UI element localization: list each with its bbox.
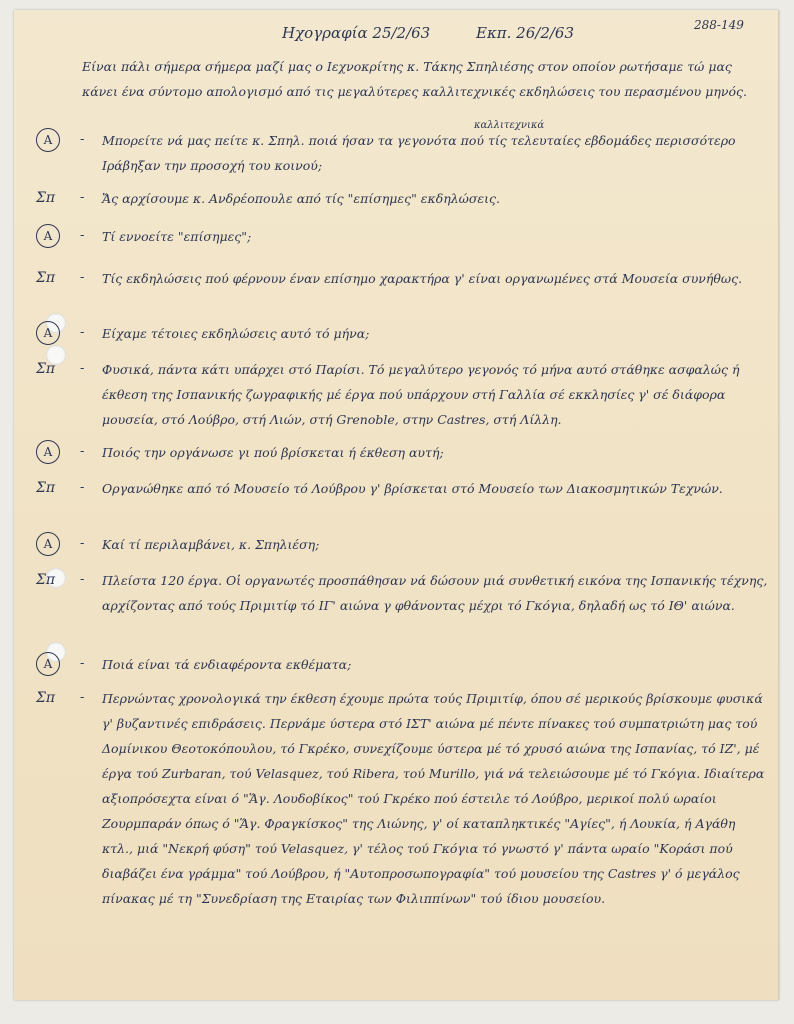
dialogue-entry: A - Τί εννοείτε "επίσημες"; xyxy=(36,224,776,249)
document-sheet xyxy=(14,10,779,1000)
speaker-label: Σπ xyxy=(36,361,56,377)
document-number: 288-149 xyxy=(694,18,744,32)
dialogue-text: Ποιός την οργάνωσε γι πού βρίσκεται ή έκθεση αυτή; xyxy=(102,445,444,460)
dialogue-entry: Σπ - Πλείστα 120 έργα. Οἱ οργανωτές προσπάθησαν νά δώσουν μιά συνθετική εικόνα της Ισπανικής τέχνης, αρχίζοντας από τούς Πριμιτίφ τό ΙΓ' αιώνα γ φθάνοντας μέχρι τό Γκόγια, δηλαδή ως τό ΙΘ' αιώνα. xyxy=(36,568,776,618)
dialogue-entry: A - Μπορείτε νά μας πείτε κ. Σπηλ. ποιά ήσαν τα γεγονότα πού τίς τελευταίες εβδομάδες περισσότερο Ιράβηξαν την προσοχή του κοινού; xyxy=(36,128,776,178)
header-recording-date: Ηχογραφία 25/2/63 xyxy=(282,24,431,42)
speaker-label: A xyxy=(36,224,80,248)
speaker-label: A xyxy=(36,128,80,152)
speaker-label: Σπ xyxy=(36,572,56,588)
speaker-label: Σπ xyxy=(36,690,56,706)
dialogue-text: Φυσικά, πάντα κάτι υπάρχει στό Παρίσι. Τό μεγαλύτερο γεγονός τό μήνα αυτό στάθηκε ασφαλώς ή έκθεση της Ισπανικής ζωγραφικής μέ έργα πού υπάρχουν στή Γαλλία σέ εκκλησίες γ' σέ διάφορα μουσεία, στό Λούβρο, στή Λιών, στή Grenoble, στην Castres, στή Λίλλη. xyxy=(102,362,740,427)
dialogue-text: Τίς εκδηλώσεις πού φέρνουν έναν επίσημο χαρακτήρα γ' είναι οργανωμένες στά Μουσεία συνήθως. xyxy=(102,271,743,286)
dialogue-entry: Σπ - Ἄς αρχίσουμε κ. Ανδρέοπουλε από τίς "επίσημες" εκδηλώσεις. xyxy=(36,186,776,211)
speaker-label: A xyxy=(36,652,80,676)
dialogue-entry: A - Είχαμε τέτοιες εκδηλώσεις αυτό τό μήνα; xyxy=(36,321,776,346)
dialogue-entry: A - Ποιός την οργάνωσε γι πού βρίσκεται ή έκθεση αυτή; xyxy=(36,440,776,465)
dialogue-text: Καί τί περιλαμβάνει, κ. Σπηλιέση; xyxy=(102,537,320,552)
dialogue-text: Ποιά είναι τά ενδιαφέροντα εκθέματα; xyxy=(102,657,352,672)
dialogue-text: Ἄς αρχίσουμε κ. Ανδρέοπουλε από τίς "επίσημες" εκδηλώσεις. xyxy=(102,191,500,206)
dialogue-entry: Σπ - Οργανώθηκε από τό Μουσείο τό Λούβρου γ' βρίσκεται στό Μουσείο των Διακοσμητικών Τεχνών. xyxy=(36,476,776,501)
speaker-label: A xyxy=(36,532,80,556)
intro-paragraph: Είναι πάλι σήμερα σήμερα μαζί μας ο Ιεχνοκρίτης κ. Τάκης Σπηλιέσης στον οποίον ρωτήσαμε τώ μας κάνει ένα σύντομο απολογισμό από τις μεγαλύτερες καλλιτεχνικές εκδηλώσεις του περασμένου μηνός. xyxy=(82,59,747,99)
dialogue-entry: Σπ - Φυσικά, πάντα κάτι υπάρχει στό Παρίσι. Τό μεγαλύτερο γεγονός τό μήνα αυτό στάθηκε ασφαλώς ή έκθεση της Ισπανικής ζωγραφικής μέ έργα πού υπάρχουν στή Γαλλία σέ εκκλησίες γ' σέ διάφορα μουσεία, στό Λούβρο, στή Λιών, στή Grenoble, στην Castres, στή Λίλλη. xyxy=(36,357,776,432)
dialogue-text: Είχαμε τέτοιες εκδηλώσεις αυτό τό μήνα; xyxy=(102,326,370,341)
speaker-label: Σπ xyxy=(36,480,56,496)
header-broadcast-date: Εκπ. 26/2/63 xyxy=(476,24,575,42)
speaker-label: Σπ xyxy=(36,270,56,286)
speaker-label: A xyxy=(36,321,80,345)
speaker-label: A xyxy=(36,440,80,464)
dialogue-entry: A - Ποιά είναι τά ενδιαφέροντα εκθέματα; xyxy=(36,652,776,677)
dialogue-text: Μπορείτε νά μας πείτε κ. Σπηλ. ποιά ήσαν τα γεγονότα πού τίς τελευταίες εβδομάδες περισσότερο Ιράβηξαν την προσοχή του κοινού; xyxy=(102,133,736,173)
dialogue-entry: Σπ - Τίς εκδηλώσεις πού φέρνουν έναν επίσημο χαρακτήρα γ' είναι οργανωμένες στά Μουσεία συνήθως. xyxy=(36,266,776,291)
dialogue-text: Τί εννοείτε "επίσημες"; xyxy=(102,229,252,244)
speaker-label: Σπ xyxy=(36,190,56,206)
dialogue-entry: Σπ - Περνώντας χρονολογικά την έκθεση έχουμε πρώτα τούς Πριμιτίφ, όπου σέ μερικούς βρίσκουμε φυσικά γ' βυζαντινές επιδράσεις. Περνάμε ύστερα στό ΙΣΤ' αιώνα μέ πέντε πίνακες τού συμπατριώτη μας τού Δομίνικου Θεοτοκόπουλου, τό Γκρέκο, συνεχίζουμε ύστερα μέ τό χρυσό αιώνα της Ισπανίας, τό ΙΖ', μέ έργα τού Zurbaran, τού Velasquez, τού Ribera, τού Murillo, γιά νά τελειώσουμε μέ τό Γκόγια. Ιδιαίτερα αξιοπρόσεχτα είναι ό "Ἅγ. Λουδοβίκος" τού Γκρέκο πού έστειλε τό Λούβρο, μερικοί πολύ ωραίοι Ζουρμπαράν όπως ό "Ἅγ. Φραγκίσκος" της Λιώνης, γ' οί καταπληκτικές "Αγίες", ή Λουκία, ή Αγάθη κτλ., μιά "Νεκρή φύση" τού Velasquez, γ' τέλος τού Γκόγια τό γνωστό γ' πάντα ωραίο "Κοράσι πού διαβάζει ένα γράμμα" τού Λούβρου, ή "Αυτοπροσωπογραφία" τού μουσείου της Castres γ' ό μεγάλος πίνακας μέ τη "Συνεδρίαση της Εταιρίας των Φιλιππίνων" τού ίδιου μουσείου. xyxy=(36,686,776,911)
dialogue-text: Περνώντας χρονολογικά την έκθεση έχουμε πρώτα τούς Πριμιτίφ, όπου σέ μερικούς βρίσκουμε φυσικά γ' βυζαντινές επιδράσεις. Περνάμε ύστερα στό ΙΣΤ' αιώνα μέ πέντε πίνακες τού συμπατριώτη μας τού Δομίνικου Θεοτοκόπουλου, τό Γκρέκο, συνεχίζουμε ύστερα μέ τό χρυσό αιώνα της Ισπανίας, τό ΙΖ', μέ έργα τού Zurbaran, τού Velasquez, τού Ribera, τού Murillo, γιά νά τελειώσουμε μέ τό Γκόγια. Ιδιαίτερα αξιοπρόσεχτα είναι ό "Ἅγ. Λουδοβίκος" τού Γκρέκο πού έστειλε τό Λούβρο, μερικοί πολύ ωραίοι Ζουρμπαράν όπως ό "Ἅγ. Φραγκίσκος" της Λιώνης, γ' οί καταπληκτικές "Αγίες", ή Λουκία, ή Αγάθη κτλ., μιά "Νεκρή φύση" τού Velasquez, γ' τέλος τού Γκόγια τό γνωστό γ' πάντα ωραίο "Κοράσι πού διαβάζει ένα γράμμα" τού Λούβρου, ή "Αυτοπροσωπογραφία" τού μουσείου της Castres γ' ό μεγάλος πίνακας μέ τη "Συνεδρίαση της Εταιρίας των Φιλιππίνων" τού ίδιου μουσείου. xyxy=(102,691,765,906)
dialogue-entry: A - Καί τί περιλαμβάνει, κ. Σπηλιέση; xyxy=(36,532,776,557)
margin-insertion: καλλιτεχνικά xyxy=(474,120,545,131)
dialogue-text: Οργανώθηκε από τό Μουσείο τό Λούβρου γ' βρίσκεται στό Μουσείο των Διακοσμητικών Τεχνών. xyxy=(102,481,723,496)
dialogue-text: Πλείστα 120 έργα. Οἱ οργανωτές προσπάθησαν νά δώσουν μιά συνθετική εικόνα της Ισπανικής τέχνης, αρχίζοντας από τούς Πριμιτίφ τό ΙΓ' αιώνα γ φθάνοντας μέχρι τό Γκόγια, δηλαδή ως τό ΙΘ' αιώνα. xyxy=(102,573,768,613)
